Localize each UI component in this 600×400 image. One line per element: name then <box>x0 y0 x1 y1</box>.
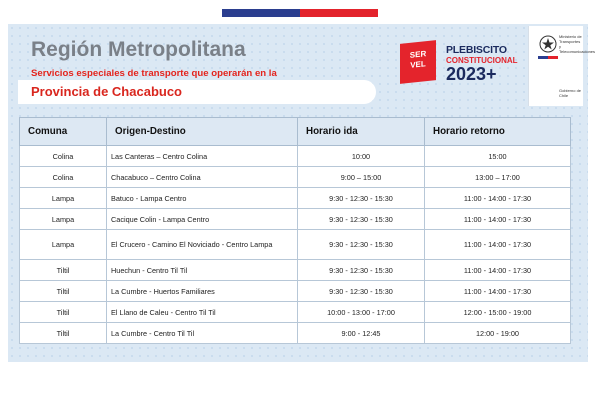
cell-horario-ida: 9:30 - 12:30 - 15:30 <box>298 188 425 209</box>
page-title: Región Metropolitana <box>31 38 246 61</box>
cell-horario-retorno: 11:00 - 14:00 - 17:30 <box>425 230 571 260</box>
cell-origen-destino: El Llano de Caleu - Centro Til Til <box>107 302 298 323</box>
cell-horario-ida: 9:30 - 12:30 - 15:30 <box>298 281 425 302</box>
table-row <box>20 302 571 323</box>
cell-origen-destino: La Cumbre - Huertos Familiares <box>107 281 298 302</box>
gov-flag-stripe <box>538 56 558 59</box>
cell-origen-destino: Chacabuco – Centro Colina <box>107 167 298 188</box>
table-row <box>20 167 571 188</box>
year-text: 2023+ <box>446 64 497 84</box>
cell-origen-destino: Batuco - Lampa Centro <box>107 188 298 209</box>
transport-schedule-table <box>19 117 571 344</box>
table-row <box>20 146 571 167</box>
table-row <box>20 230 571 260</box>
cell-horario-ida: 10:00 <box>298 146 425 167</box>
ministry-label: Ministerio de Transportes y Telecomunicaciones <box>559 34 596 54</box>
cell-horario-ida: 9:30 - 12:30 - 15:30 <box>298 230 425 260</box>
col-header-origen-destino: Origen-Destino <box>107 118 298 146</box>
cell-comuna: Colina <box>20 167 107 188</box>
cell-horario-retorno: 11:00 - 14:00 - 17:30 <box>425 209 571 230</box>
cell-horario-ida: 9:00 – 15:00 <box>298 167 425 188</box>
cell-horario-ida: 9:30 - 12:30 - 15:30 <box>298 209 425 230</box>
cell-comuna: Tiltil <box>20 260 107 281</box>
col-header-horario-retorno: Horario retorno <box>425 118 571 146</box>
cell-comuna: Lampa <box>20 209 107 230</box>
cell-horario-ida: 9:00 - 12:45 <box>298 323 425 344</box>
cell-horario-retorno: 12:00 - 15:00 - 19:00 <box>425 302 571 323</box>
col-header-comuna: Comuna <box>20 118 107 146</box>
cell-comuna: Tiltil <box>20 281 107 302</box>
cell-origen-destino: Cacique Colin - Lampa Centro <box>107 209 298 230</box>
cell-horario-retorno: 11:00 - 14:00 - 17:30 <box>425 281 571 302</box>
flag-stripe <box>222 9 378 17</box>
cell-origen-destino: El Crucero - Camino El Noviciado - Centro Lampa <box>107 230 298 260</box>
table-row <box>20 188 571 209</box>
cell-horario-retorno: 11:00 - 14:00 - 17:30 <box>425 260 571 281</box>
cell-comuna: Tiltil <box>20 302 107 323</box>
page-subtitle: Servicios especiales de transporte que operarán en la <box>31 68 277 79</box>
government-logo <box>528 26 596 106</box>
cell-comuna: Lampa <box>20 230 107 260</box>
servel-logo-icon: SER VEL <box>400 40 436 84</box>
cell-horario-ida: 10:00 - 13:00 - 17:00 <box>298 302 425 323</box>
province-label: Provincia de Chacabuco <box>31 84 182 99</box>
table-row <box>20 281 571 302</box>
coat-of-arms-icon <box>538 34 558 54</box>
cell-horario-retorno: 13:00 – 17:00 <box>425 167 571 188</box>
table-row <box>20 209 571 230</box>
plebiscito-text: PLEBISCITO <box>446 44 507 56</box>
gob-label: Gobierno de Chile <box>559 88 582 98</box>
cell-origen-destino: Las Canteras – Centro Colina <box>107 146 298 167</box>
table-header-row <box>20 118 571 146</box>
cell-origen-destino: La Cumbre - Centro Til Til <box>107 323 298 344</box>
table-row <box>20 260 571 281</box>
col-header-horario-ida: Horario ida <box>298 118 425 146</box>
constitucional-text: CONSTITUCIONAL <box>446 56 518 65</box>
cell-horario-retorno: 11:00 - 14:00 - 17:30 <box>425 188 571 209</box>
cell-comuna: Colina <box>20 146 107 167</box>
province-banner <box>18 80 376 104</box>
cell-origen-destino: Huechun - Centro Til Til <box>107 260 298 281</box>
table-row <box>20 323 571 344</box>
cell-horario-ida: 9:30 - 12:30 - 15:30 <box>298 260 425 281</box>
cell-comuna: Tiltil <box>20 323 107 344</box>
cell-comuna: Lampa <box>20 188 107 209</box>
cell-horario-retorno: 12:00 - 19:00 <box>425 323 571 344</box>
cell-horario-retorno: 15:00 <box>425 146 571 167</box>
